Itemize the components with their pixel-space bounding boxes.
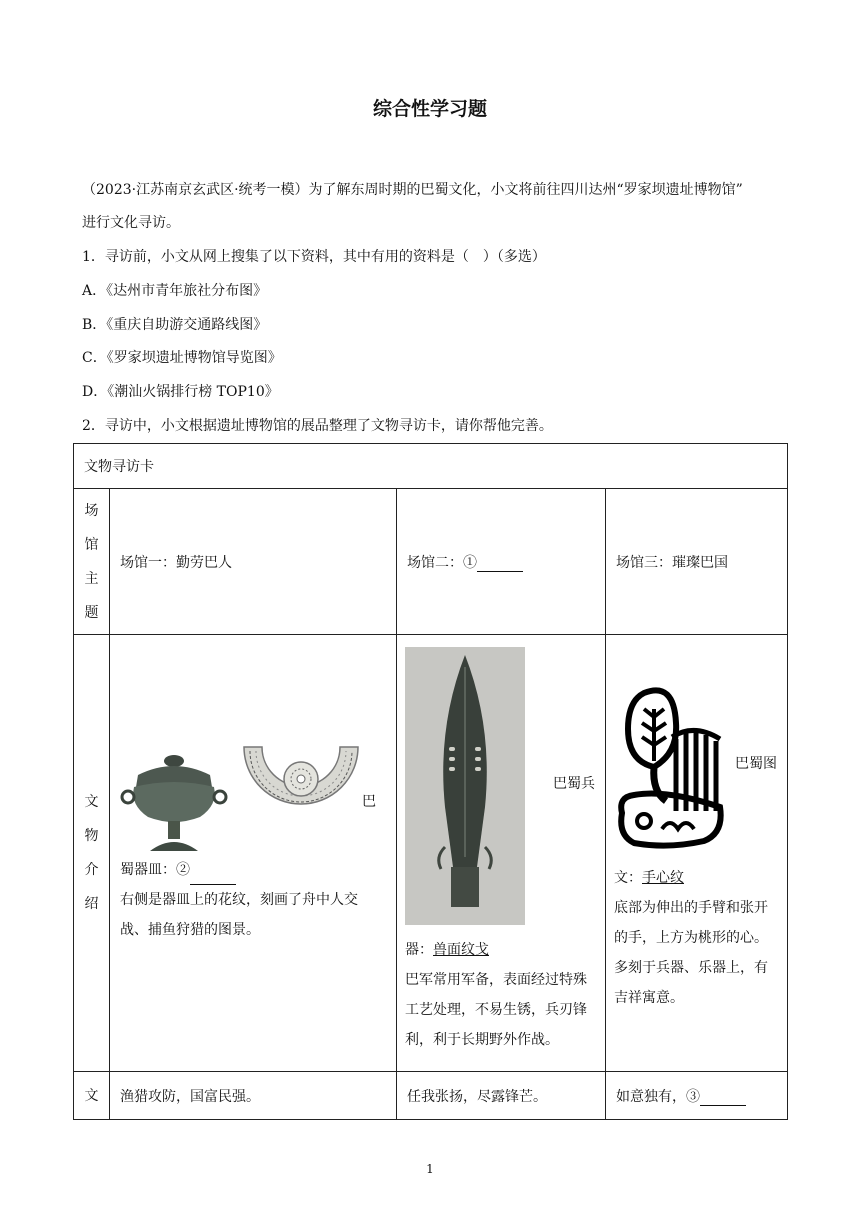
option-c: C．《罗家坝遗址博物馆导览图》 [82,350,282,366]
option-d: D．《潮汕火锅排行榜 TOP10》 [82,384,279,400]
vessel-pattern-image [236,743,366,843]
question-1-stem: 1．寻访前，小文从网上搜集了以下资料，其中有用的资料是（ ）（多选） [82,249,546,265]
artifact-cell-2: 巴蜀兵 器：兽面纹戈 巴军常用军备，表面经过特殊工艺处理，不易生锈，兵刃锋利，利于长期野外作战。 [397,635,606,1072]
intro-line-2: 进行文化寻访。 [82,215,180,231]
blank-3[interactable] [700,1090,746,1106]
hall-3: 场馆三：璀璨巴国 [606,489,788,635]
hand-heart-glyph-image [614,683,726,853]
intro-label: 文 物 介 绍 [74,635,110,1072]
theme-label: 场 馆 主 题 [74,489,110,635]
option-a: A．《达州市青年旅社分布图》 [82,283,268,299]
artifact-card-table [73,443,788,1120]
slogan-3: 如意独有，③ [606,1072,788,1120]
artifact-3-desc: 底部为伸出的手臂和张开的手，上方为桃形的心。多刻于兵器、乐器上，有吉祥寓意。 [614,900,768,1006]
bottom-label: 文 [74,1072,110,1120]
option-b: B．《重庆自助游交通路线图》 [82,317,268,333]
artifact-2-desc: 巴军常用军备，表面经过特殊工艺处理，不易生锈，兵刃锋利，利于长期野外作战。 [405,972,587,1048]
card-header: 文物寻访卡 [74,444,788,489]
page-title: 综合性学习题 [372,98,487,120]
artifact-3-name: 手心纹 [642,870,684,886]
bronze-vessel-image [120,747,228,855]
artifact-2-name: 兽面纹戈 [433,942,489,958]
hall-2: 场馆二：① [397,489,606,635]
page-number: 1 [426,1162,434,1176]
slogan-1: 渔猎攻防，国富民强。 [110,1072,397,1120]
bronze-ge-weapon-image [405,647,525,925]
slogan-2: 任我张扬，尽露锋芒。 [397,1072,606,1120]
hall-1: 场馆一：勤劳巴人 [110,489,397,635]
artifact-cell-1: 巴 蜀器皿：② 右侧是器皿上的花纹，刻画了舟中人交战、捕鱼狩猎的图景。 [110,635,397,1072]
blank-2[interactable] [190,869,236,885]
blank-1[interactable] [477,556,523,572]
artifact-1-desc: 右侧是器皿上的花纹，刻画了舟中人交战、捕鱼狩猎的图景。 [120,892,358,938]
artifact-cell-3: 巴蜀图 文：手心纹 底部为伸出的手臂和张开的手，上方为桃形的心。多刻于兵器、乐器上，有吉祥寓意。 [606,635,788,1072]
intro-line-1: （2023·江苏南京玄武区·统考一模）为了解东周时期的巴蜀文化，小文将前往四川达州“罗家坝遗址博物馆” [82,182,743,198]
question-2-stem: 2．寻访中，小文根据遗址博物馆的展品整理了文物寻访卡，请你帮他完善。 [82,418,553,434]
